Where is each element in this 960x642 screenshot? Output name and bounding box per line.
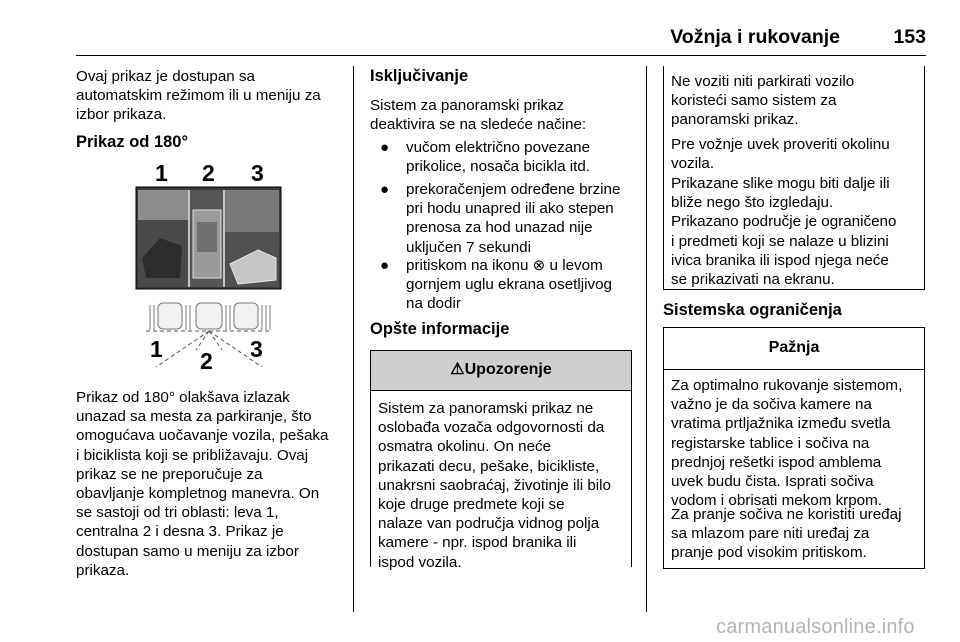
section-heading-deactivation: Isključivanje: [370, 67, 469, 85]
section-title: Vožnja i rukovanje: [670, 26, 840, 48]
list-item-text: pritiskom na ikonu ⊗ u levom gornjem uglu ekrana osetljivog na dodir: [406, 257, 612, 313]
bullet-icon: ●: [380, 139, 390, 156]
figure-label-2: 2: [202, 160, 215, 186]
column-divider-2: [646, 66, 647, 612]
warning-continuation-p3: Prikazane slike mogu biti dalje ili bliže nego što izgledaju. Prikazano područje je ograničeno i predmeti koji se nalaze u blizini ivica branika ili ispod njega neće se prikazivati na ekranu.: [671, 175, 897, 289]
list-item-text: vučom električno povezane prikolice, nosača bicikla itd.: [406, 139, 591, 176]
page-header: [76, 0, 926, 56]
deactivation-intro: Sistem za panoramski prikaz deaktivira se na sledeće načine:: [370, 97, 587, 134]
list-item: [380, 180, 630, 260]
section-heading-limitations: Sistemska ograničenja: [663, 301, 842, 319]
figure-label-2-lower: 2: [200, 348, 213, 374]
section-heading-general-info: Opšte informacije: [370, 320, 510, 338]
column-divider-1: [353, 66, 354, 612]
list-item: [380, 138, 630, 178]
notice-box: [663, 327, 925, 569]
camera-screen-image: [120, 160, 310, 375]
warning-box: [370, 350, 632, 571]
intro-text: Ovaj prikaz je dostupan sa automatskim režimom ili u meniju za izbor prikaza.: [76, 68, 321, 124]
warning-continuation-p1: Ne voziti niti parkirati vozilo koristeći samo sistem za panoramski prikaz.: [671, 73, 855, 129]
figure-label-3: 3: [251, 160, 264, 186]
warning-title: Upozorenje: [464, 361, 552, 378]
bullet-icon: ●: [380, 181, 390, 198]
view-180-description: Prikaz od 180° olakšava izlazak unazad sa mesta za parkiranje, što omogućava uočavanje vozila, pešaka i biciklista koji se približavaju. Ovaj prikaz se ne preporučuje za obavljanje kompletnog manevra. On se sastoji od tri oblasti: leva 1, centralna 2 i desna 3. Prikaz je dostupan samo u meniju za izbor prikaza.: [76, 389, 329, 579]
watermark-text: carmanualsonline.info: [716, 616, 915, 638]
warning-continuation-box: [663, 66, 925, 290]
figure-label-1-lower: 1: [150, 336, 163, 362]
section-heading-180-view: Prikaz od 180°: [76, 133, 189, 151]
figure-label-3-lower: 3: [250, 336, 263, 362]
camera-180-view-illustration: [120, 160, 310, 375]
notice-text-p1: Za optimalno rukovanje sistemom, važno je da sočiva kamere na vratima prtljažnika između svetla registarske tablice i sočiva na prednjoj rešetki ispod amblema uvek budu čista. Isprati sočiva vodom i obrisati mekom krpom.: [671, 377, 903, 510]
warning-text: Sistem za panoramski prikaz ne oslobađa vozača odgovornosti da osmatra okolinu. On neće prikazati decu, pešake, bicikliste, unakrsni saobraćaj, životinje ili bilo koje druge predmete koji se nalaze van područja vidnog polja kamere - npr. ispod branika ili ispod vozila.: [378, 400, 611, 571]
list-item-text: prekoračenjem određene brzine pri hodu unapred ili ako stepen prenosa za hod unazad nije uključen 7 sekundi: [406, 181, 621, 256]
bullet-icon: ●: [380, 257, 390, 274]
notice-text-p2: Za pranje sočiva ne koristiti uređaj sa mlazom pare niti uređaj za pranje pod visokim pritiskom.: [671, 506, 902, 562]
warning-header: [371, 351, 631, 391]
warning-continuation-p2: Pre vožnje uvek proveriti okolinu vozila.: [671, 136, 890, 173]
notice-title: Pažnja: [768, 339, 820, 356]
figure-label-1: 1: [155, 160, 168, 186]
page-number: 153: [893, 26, 926, 48]
warning-triangle-icon: ⚠: [450, 361, 465, 378]
list-item: [380, 256, 630, 316]
notice-header: [664, 328, 924, 370]
